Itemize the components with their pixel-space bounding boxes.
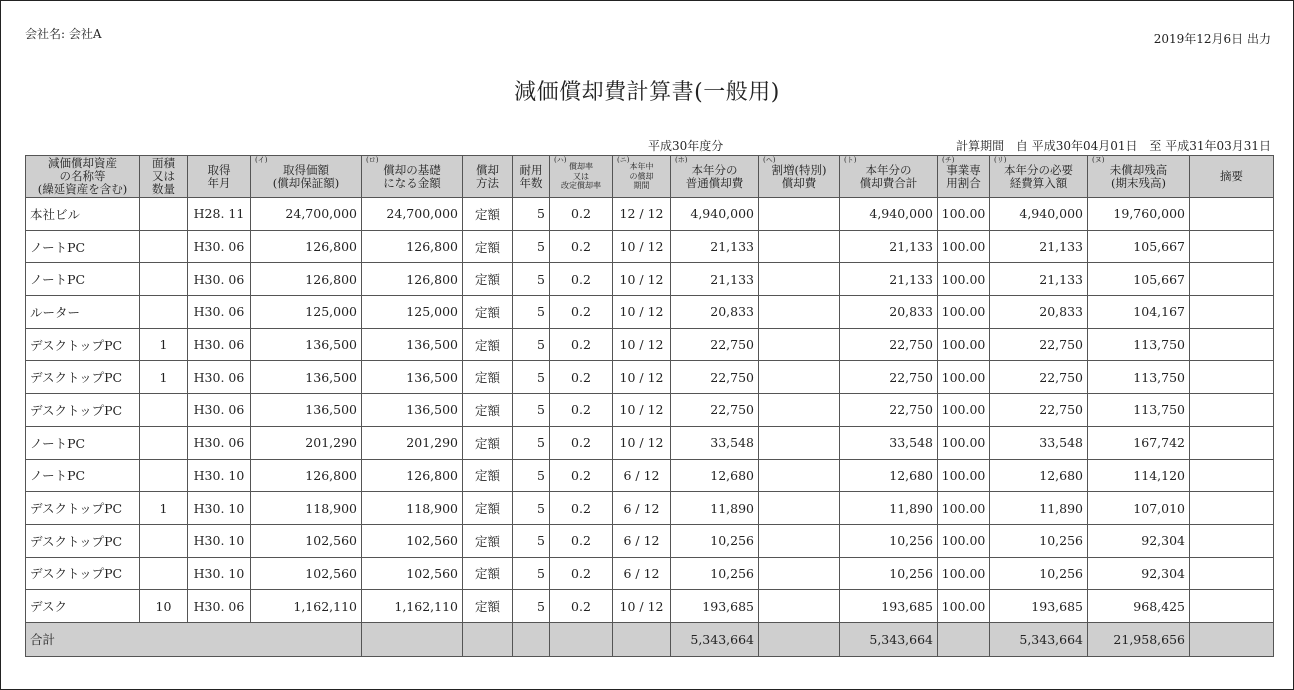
cell-remaining: 92,304	[1088, 557, 1190, 590]
cell-months: 12 / 12	[613, 198, 671, 231]
cell-ratio: 100.00	[938, 263, 990, 296]
header-mark: (ハ)	[554, 156, 567, 164]
cell-cost: 126,800	[251, 263, 362, 296]
cell-life: 5	[513, 492, 550, 525]
cell-total: 12,680	[840, 459, 938, 492]
table-row	[26, 328, 1274, 361]
cell-ratio: 100.00	[938, 590, 990, 623]
cell-memo	[1190, 198, 1274, 231]
cell-rate: 0.2	[550, 230, 613, 263]
cell-method: 定額	[463, 198, 513, 231]
cell-name: デスクトップPC	[26, 492, 140, 525]
cell-months: 10 / 12	[613, 426, 671, 459]
cell-ratio: 100.00	[938, 492, 990, 525]
table-row	[26, 524, 1274, 557]
cell-normal: 33,548	[671, 426, 759, 459]
cell-extra	[759, 230, 840, 263]
cell-basis: 1,162,110	[362, 590, 463, 623]
cell-basis: 136,500	[362, 328, 463, 361]
cell-qty: 1	[140, 492, 188, 525]
cell-normal: 21,133	[671, 263, 759, 296]
table-row	[26, 459, 1274, 492]
cell-method: 定額	[463, 557, 513, 590]
cell-method: 定額	[463, 296, 513, 329]
table-row	[26, 394, 1274, 427]
header-mark: (ヘ)	[763, 156, 776, 164]
cell-rate: 0.2	[550, 459, 613, 492]
header-area: 面積 又は 数量	[140, 156, 188, 198]
cell-normal: 10,256	[671, 524, 759, 557]
cell-remaining: 105,667	[1088, 230, 1190, 263]
cell-remaining: 92,304	[1088, 524, 1190, 557]
table-row	[26, 557, 1274, 590]
cell-ratio: 100.00	[938, 557, 990, 590]
cell-memo	[1190, 296, 1274, 329]
cell-method: 定額	[463, 328, 513, 361]
cell-months: 6 / 12	[613, 557, 671, 590]
cell-method: 定額	[463, 459, 513, 492]
report-title: 減価償却費計算書(一般用)	[514, 80, 780, 105]
cell-extra	[759, 328, 840, 361]
cell-expense: 33,548	[990, 426, 1088, 459]
cell-qty	[140, 296, 188, 329]
header-asset: 減価償却資産 の名称等 (繰延資産を含む)	[26, 156, 140, 198]
header-life: 耐用 年数	[513, 156, 550, 198]
cell-normal: 20,833	[671, 296, 759, 329]
cell-ratio: 100.00	[938, 361, 990, 394]
cell-months: 10 / 12	[613, 394, 671, 427]
cell-qty: 10	[140, 590, 188, 623]
cell-qty	[140, 459, 188, 492]
header-mark: (ヌ)	[1092, 156, 1105, 164]
cell-total: 33,548	[840, 426, 938, 459]
cell-cost: 201,290	[251, 426, 362, 459]
table-row	[26, 426, 1274, 459]
table-body	[26, 198, 1274, 623]
cell-basis: 136,500	[362, 394, 463, 427]
fiscal-year: 平成30年度分	[648, 139, 724, 153]
cell-memo	[1190, 361, 1274, 394]
cell-expense: 22,750	[990, 394, 1088, 427]
cell-total: 21,133	[840, 263, 938, 296]
cell-months: 10 / 12	[613, 230, 671, 263]
header-method: 償却 方法	[463, 156, 513, 198]
header-business-ratio: (チ) 事業専 用割合	[938, 156, 990, 198]
cell-method: 定額	[463, 361, 513, 394]
totals-label: 合計	[26, 622, 362, 656]
cell-life: 5	[513, 296, 550, 329]
printed-date: 2019年12月6日 出力	[1153, 32, 1271, 46]
cell-extra	[759, 459, 840, 492]
cell-remaining: 968,425	[1088, 590, 1190, 623]
cell-remaining: 113,750	[1088, 328, 1190, 361]
header-rate: (ハ) 償却率 又は 改定償却率	[550, 156, 613, 198]
header-mark: (ニ)	[617, 156, 630, 164]
cell-expense: 20,833	[990, 296, 1088, 329]
header-mark: (イ)	[255, 156, 268, 164]
cell-acquired: H30. 06	[188, 263, 251, 296]
cell-basis: 118,900	[362, 492, 463, 525]
cell-acquired: H30. 06	[188, 230, 251, 263]
header-mark: (ロ)	[366, 156, 379, 164]
cell-expense: 22,750	[990, 328, 1088, 361]
cell-name: ノートPC	[26, 459, 140, 492]
cell-cost: 126,800	[251, 230, 362, 263]
table-row	[26, 263, 1274, 296]
period-label: 計算期間	[956, 139, 1005, 153]
cell-extra	[759, 557, 840, 590]
cell-memo	[1190, 394, 1274, 427]
header-mark: (リ)	[994, 156, 1007, 164]
cell-normal: 21,133	[671, 230, 759, 263]
header-remaining: (ヌ) 未償却残高 (期末残高)	[1088, 156, 1190, 198]
cell-name: ルーター	[26, 296, 140, 329]
cell-cost: 1,162,110	[251, 590, 362, 623]
cell-life: 5	[513, 426, 550, 459]
cell-extra	[759, 198, 840, 231]
cell-expense: 21,133	[990, 230, 1088, 263]
header-mark: (ホ)	[675, 156, 688, 164]
table-header-row	[26, 156, 1274, 198]
cell-name: デスクトップPC	[26, 524, 140, 557]
cell-acquired: H28. 11	[188, 198, 251, 231]
cell-months: 6 / 12	[613, 459, 671, 492]
cell-method: 定額	[463, 426, 513, 459]
cell-remaining: 19,760,000	[1088, 198, 1190, 231]
cell-qty	[140, 263, 188, 296]
calculation-period	[948, 137, 1271, 154]
cell-rate: 0.2	[550, 361, 613, 394]
cell-qty	[140, 230, 188, 263]
cell-extra	[759, 524, 840, 557]
cell-total: 10,256	[840, 557, 938, 590]
cell-qty: 1	[140, 361, 188, 394]
cell-total: 193,685	[840, 590, 938, 623]
cell-name: デスクトップPC	[26, 394, 140, 427]
cell-normal: 12,680	[671, 459, 759, 492]
header-months: (ニ) 本年中 の償却 期間	[613, 156, 671, 198]
cell-expense: 4,940,000	[990, 198, 1088, 231]
header-total-dep: (ト) 本年分の 償却費合計	[840, 156, 938, 198]
cell-life: 5	[513, 328, 550, 361]
cell-extra	[759, 426, 840, 459]
header-mark: (チ)	[942, 156, 955, 164]
table-row	[26, 492, 1274, 525]
cell-normal: 11,890	[671, 492, 759, 525]
cell-rate: 0.2	[550, 492, 613, 525]
cell-life: 5	[513, 394, 550, 427]
cell-acquired: H30. 06	[188, 426, 251, 459]
cell-normal: 22,750	[671, 328, 759, 361]
table-row	[26, 590, 1274, 623]
cell-cost: 126,800	[251, 459, 362, 492]
cell-total: 20,833	[840, 296, 938, 329]
table-row	[26, 361, 1274, 394]
cell-acquired: H30. 10	[188, 459, 251, 492]
cell-expense: 12,680	[990, 459, 1088, 492]
cell-extra	[759, 394, 840, 427]
cell-name: デスクトップPC	[26, 361, 140, 394]
cell-life: 5	[513, 590, 550, 623]
cell-total: 22,750	[840, 394, 938, 427]
cell-total: 22,750	[840, 328, 938, 361]
cell-acquired: H30. 06	[188, 296, 251, 329]
cell-method: 定額	[463, 524, 513, 557]
header-acquired: 取得 年月	[188, 156, 251, 198]
table-row	[26, 230, 1274, 263]
cell-method: 定額	[463, 590, 513, 623]
cell-name: ノートPC	[26, 263, 140, 296]
cell-months: 10 / 12	[613, 361, 671, 394]
cell-rate: 0.2	[550, 263, 613, 296]
cell-memo	[1190, 230, 1274, 263]
header-expense: (リ) 本年分の必要 経費算入額	[990, 156, 1088, 198]
cell-memo	[1190, 590, 1274, 623]
cell-basis: 126,800	[362, 230, 463, 263]
cell-acquired: H30. 10	[188, 524, 251, 557]
header-memo: 摘要	[1190, 156, 1274, 198]
cell-life: 5	[513, 198, 550, 231]
cell-normal: 4,940,000	[671, 198, 759, 231]
cell-months: 10 / 12	[613, 296, 671, 329]
cell-ratio: 100.00	[938, 524, 990, 557]
cell-cost: 102,560	[251, 557, 362, 590]
cell-method: 定額	[463, 230, 513, 263]
cell-ratio: 100.00	[938, 198, 990, 231]
cell-remaining: 114,120	[1088, 459, 1190, 492]
cell-rate: 0.2	[550, 394, 613, 427]
cell-expense: 10,256	[990, 557, 1088, 590]
cell-basis: 136,500	[362, 361, 463, 394]
cell-normal: 22,750	[671, 361, 759, 394]
cell-remaining: 104,167	[1088, 296, 1190, 329]
cell-total: 21,133	[840, 230, 938, 263]
cell-expense: 21,133	[990, 263, 1088, 296]
table-row	[26, 296, 1274, 329]
cell-months: 10 / 12	[613, 328, 671, 361]
cell-basis: 102,560	[362, 524, 463, 557]
cell-name: 本社ビル	[26, 198, 140, 231]
totals-row	[26, 622, 1274, 656]
cell-remaining: 113,750	[1088, 394, 1190, 427]
cell-months: 10 / 12	[613, 263, 671, 296]
cell-cost: 24,700,000	[251, 198, 362, 231]
cell-life: 5	[513, 459, 550, 492]
cell-rate: 0.2	[550, 426, 613, 459]
cell-expense: 11,890	[990, 492, 1088, 525]
cell-life: 5	[513, 263, 550, 296]
cell-cost: 118,900	[251, 492, 362, 525]
cell-basis: 24,700,000	[362, 198, 463, 231]
cell-acquired: H30. 06	[188, 328, 251, 361]
cell-months: 6 / 12	[613, 524, 671, 557]
header-mark: (ト)	[844, 156, 857, 164]
cell-cost: 125,000	[251, 296, 362, 329]
cell-expense: 22,750	[990, 361, 1088, 394]
cell-rate: 0.2	[550, 328, 613, 361]
cell-expense: 193,685	[990, 590, 1088, 623]
cell-months: 10 / 12	[613, 590, 671, 623]
period-from: 自 平成30年04月01日	[1015, 139, 1138, 153]
cell-memo	[1190, 459, 1274, 492]
cell-qty: 1	[140, 328, 188, 361]
company-name: 会社名: 会社A	[25, 27, 102, 41]
cell-qty	[140, 198, 188, 231]
cell-memo	[1190, 328, 1274, 361]
cell-acquired: H30. 10	[188, 492, 251, 525]
cell-basis: 126,800	[362, 263, 463, 296]
cell-remaining: 105,667	[1088, 263, 1190, 296]
cell-remaining: 167,742	[1088, 426, 1190, 459]
cell-memo	[1190, 263, 1274, 296]
cell-rate: 0.2	[550, 296, 613, 329]
cell-cost: 102,560	[251, 524, 362, 557]
total-remaining: 21,958,656	[1088, 622, 1190, 656]
cell-rate: 0.2	[550, 524, 613, 557]
cell-qty	[140, 524, 188, 557]
cell-qty	[140, 557, 188, 590]
cell-extra	[759, 296, 840, 329]
total-depreciation-sum: 5,343,664	[840, 622, 938, 656]
cell-basis: 102,560	[362, 557, 463, 590]
cell-ratio: 100.00	[938, 328, 990, 361]
cell-normal: 193,685	[671, 590, 759, 623]
cell-ratio: 100.00	[938, 296, 990, 329]
header-extra: (ヘ) 割増(特別) 償却費	[759, 156, 840, 198]
header-basis: (ロ) 償却の基礎 になる金額	[362, 156, 463, 198]
cell-life: 5	[513, 524, 550, 557]
cell-extra	[759, 263, 840, 296]
cell-basis: 126,800	[362, 459, 463, 492]
total-expense: 5,343,664	[990, 622, 1088, 656]
cell-acquired: H30. 06	[188, 394, 251, 427]
cell-expense: 10,256	[990, 524, 1088, 557]
cell-qty	[140, 394, 188, 427]
cell-method: 定額	[463, 394, 513, 427]
period-to: 至 平成31年03月31日	[1149, 139, 1271, 153]
cell-memo	[1190, 426, 1274, 459]
total-normal-depreciation: 5,343,664	[671, 622, 759, 656]
cell-qty	[140, 426, 188, 459]
cell-total: 4,940,000	[840, 198, 938, 231]
cell-ratio: 100.00	[938, 230, 990, 263]
cell-ratio: 100.00	[938, 459, 990, 492]
cell-acquired: H30. 10	[188, 557, 251, 590]
cell-basis: 201,290	[362, 426, 463, 459]
table-row	[26, 198, 1274, 231]
cell-cost: 136,500	[251, 394, 362, 427]
cell-rate: 0.2	[550, 198, 613, 231]
header-cost: (イ) 取得価額 (償却保証額)	[251, 156, 362, 198]
cell-memo	[1190, 557, 1274, 590]
cell-name: ノートPC	[26, 426, 140, 459]
cell-life: 5	[513, 230, 550, 263]
cell-total: 11,890	[840, 492, 938, 525]
cell-name: デスクトップPC	[26, 557, 140, 590]
cell-remaining: 107,010	[1088, 492, 1190, 525]
cell-rate: 0.2	[550, 590, 613, 623]
cell-method: 定額	[463, 492, 513, 525]
header-normal: (ホ) 本年分の 普通償却費	[671, 156, 759, 198]
cell-remaining: 113,750	[1088, 361, 1190, 394]
cell-extra	[759, 590, 840, 623]
cell-total: 10,256	[840, 524, 938, 557]
cell-memo	[1190, 492, 1274, 525]
cell-acquired: H30. 06	[188, 590, 251, 623]
cell-cost: 136,500	[251, 328, 362, 361]
cell-ratio: 100.00	[938, 426, 990, 459]
cell-cost: 136,500	[251, 361, 362, 394]
cell-basis: 125,000	[362, 296, 463, 329]
cell-normal: 10,256	[671, 557, 759, 590]
depreciation-table	[25, 155, 1274, 657]
cell-acquired: H30. 06	[188, 361, 251, 394]
cell-life: 5	[513, 557, 550, 590]
cell-ratio: 100.00	[938, 394, 990, 427]
cell-months: 6 / 12	[613, 492, 671, 525]
cell-extra	[759, 361, 840, 394]
cell-name: デスク	[26, 590, 140, 623]
cell-normal: 22,750	[671, 394, 759, 427]
cell-extra	[759, 492, 840, 525]
cell-name: デスクトップPC	[26, 328, 140, 361]
cell-rate: 0.2	[550, 557, 613, 590]
cell-life: 5	[513, 361, 550, 394]
cell-name: ノートPC	[26, 230, 140, 263]
cell-total: 22,750	[840, 361, 938, 394]
cell-memo	[1190, 524, 1274, 557]
cell-method: 定額	[463, 263, 513, 296]
